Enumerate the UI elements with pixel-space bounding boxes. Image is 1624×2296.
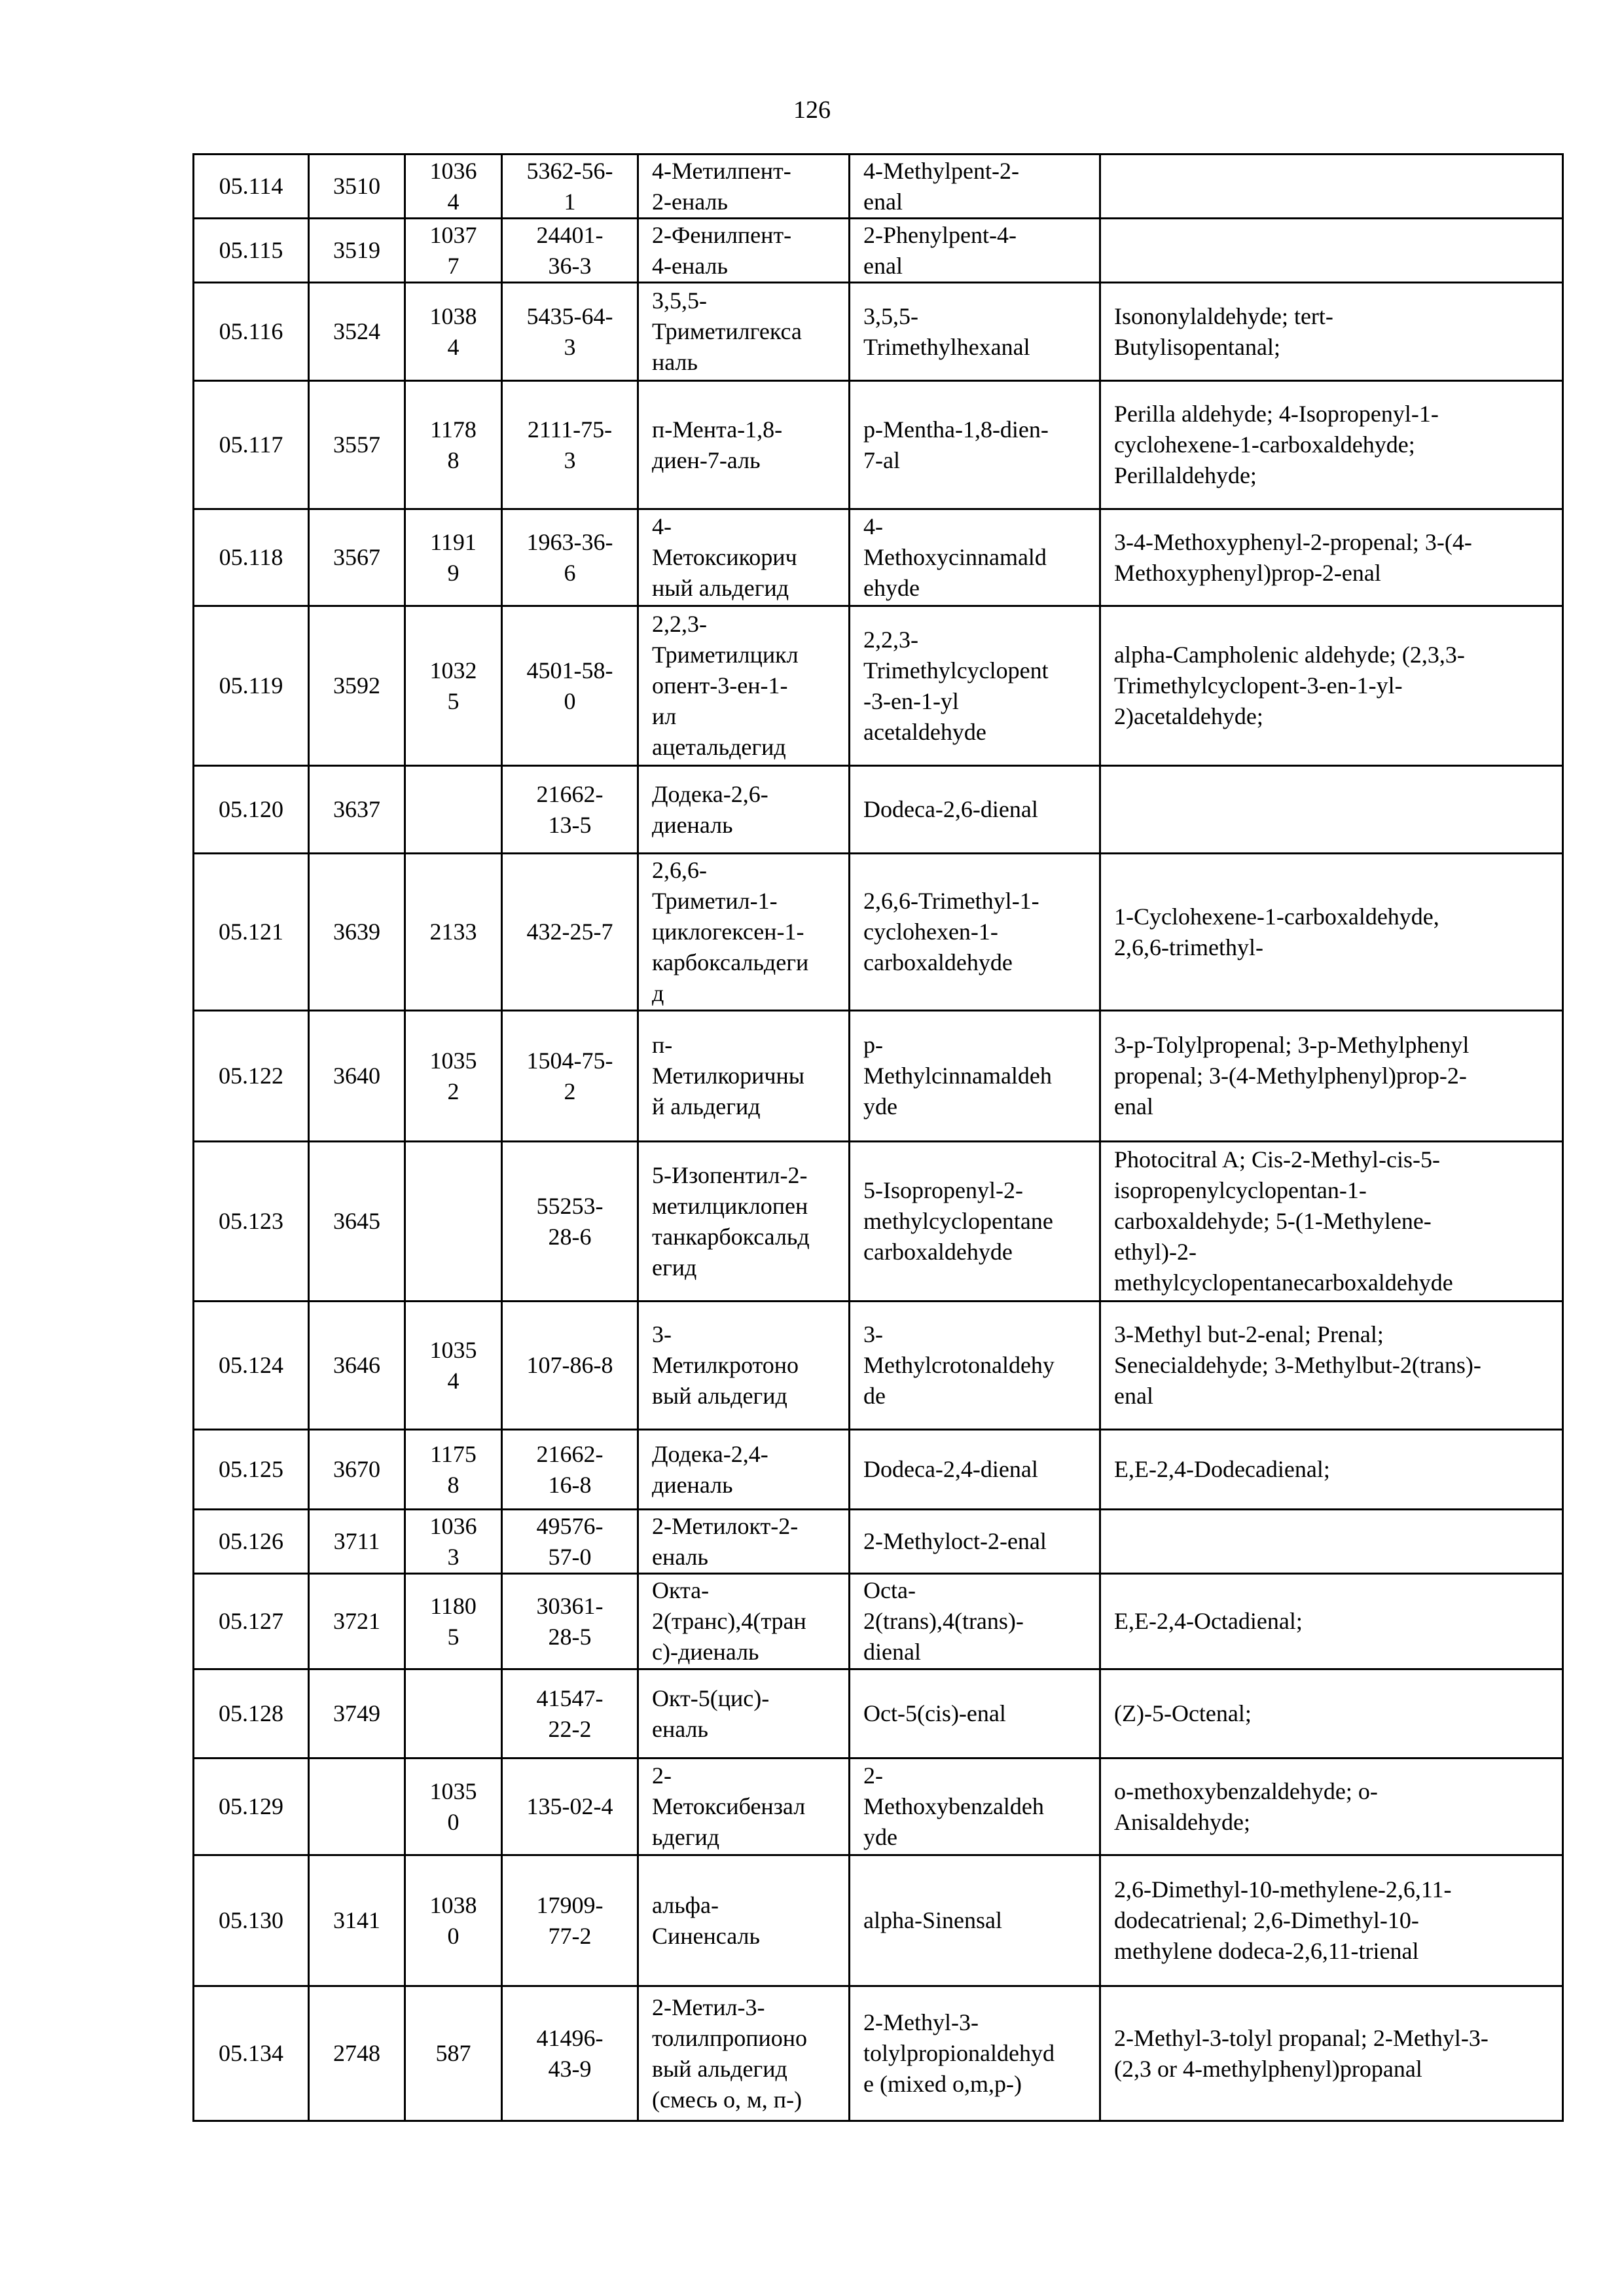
cell-synonyms: (Z)-5-Octenal; bbox=[1100, 1669, 1563, 1758]
cell-cas-number: 135-02-4 bbox=[502, 1758, 638, 1855]
cell-cas-number: 21662- 16-8 bbox=[502, 1430, 638, 1510]
cell-synonyms bbox=[1100, 766, 1563, 854]
cell-synonyms: alpha-Campholenic aldehyde; (2,3,3- Trimethylcyclopent-3-en-1-yl- 2)acetaldehyde; bbox=[1100, 606, 1563, 766]
cell-name-english: p-Mentha-1,8-dien- 7-al bbox=[850, 381, 1100, 509]
cell-cas-number: 4501-58- 0 bbox=[502, 606, 638, 766]
cell-coe-number: 1035 4 bbox=[405, 1302, 502, 1430]
cell-number: 05.123 bbox=[194, 1142, 309, 1302]
cell-number: 05.115 bbox=[194, 219, 309, 283]
cell-name-english: 2,6,6-Trimethyl-1- cyclohexen-1- carboxaldehyde bbox=[850, 854, 1100, 1011]
cell-number: 05.124 bbox=[194, 1302, 309, 1430]
cell-coe-number: 587 bbox=[405, 1986, 502, 2121]
cell-jecfa-number: 3567 bbox=[309, 509, 405, 606]
table-row bbox=[194, 219, 1563, 283]
cell-number: 05.134 bbox=[194, 1986, 309, 2121]
cell-cas-number: 5362-56- 1 bbox=[502, 155, 638, 219]
cell-coe-number bbox=[405, 1669, 502, 1758]
cell-coe-number: 1038 4 bbox=[405, 283, 502, 381]
cell-name-english: 5-Isopropenyl-2- methylcyclopentane carboxaldehyde bbox=[850, 1142, 1100, 1302]
cell-synonyms: 2,6-Dimethyl-10-methylene-2,6,11- dodecatrienal; 2,6-Dimethyl-10- methylene dodeca-2,6,11-trienal bbox=[1100, 1855, 1563, 1986]
cell-jecfa-number: 2748 bbox=[309, 1986, 405, 2121]
cell-jecfa-number: 3524 bbox=[309, 283, 405, 381]
cell-cas-number: 17909- 77-2 bbox=[502, 1855, 638, 1986]
cell-jecfa-number: 3646 bbox=[309, 1302, 405, 1430]
cell-coe-number: 1178 8 bbox=[405, 381, 502, 509]
cell-number: 05.126 bbox=[194, 1510, 309, 1574]
cell-name-english: 2,2,3- Trimethylcyclopent -3-en-1-yl acetaldehyde bbox=[850, 606, 1100, 766]
cell-name-english: 4- Methoxycinnamald ehyde bbox=[850, 509, 1100, 606]
cell-jecfa-number: 3519 bbox=[309, 219, 405, 283]
cell-coe-number: 2133 bbox=[405, 854, 502, 1011]
cell-jecfa-number: 3637 bbox=[309, 766, 405, 854]
cell-coe-number: 1180 5 bbox=[405, 1574, 502, 1669]
cell-jecfa-number bbox=[309, 1758, 405, 1855]
cell-coe-number: 1038 0 bbox=[405, 1855, 502, 1986]
cell-cas-number: 41496- 43-9 bbox=[502, 1986, 638, 2121]
cell-name-russian: 2,2,3- Триметилцикл опент-3-ен-1- ил ацетальдегид bbox=[638, 606, 850, 766]
table-row bbox=[194, 283, 1563, 381]
cell-name-english: Dodeca-2,6-dienal bbox=[850, 766, 1100, 854]
table-row bbox=[194, 1510, 1563, 1574]
table-row bbox=[194, 1669, 1563, 1758]
cell-number: 05.120 bbox=[194, 766, 309, 854]
table-row bbox=[194, 381, 1563, 509]
cell-name-english: p- Methylcinnamaldeh yde bbox=[850, 1011, 1100, 1142]
cell-cas-number: 107-86-8 bbox=[502, 1302, 638, 1430]
cell-coe-number: 1035 2 bbox=[405, 1011, 502, 1142]
table-row bbox=[194, 1758, 1563, 1855]
cell-cas-number: 49576- 57-0 bbox=[502, 1510, 638, 1574]
cell-jecfa-number: 3639 bbox=[309, 854, 405, 1011]
cell-jecfa-number: 3510 bbox=[309, 155, 405, 219]
cell-jecfa-number: 3640 bbox=[309, 1011, 405, 1142]
cell-coe-number bbox=[405, 1142, 502, 1302]
cell-name-english: 2- Methoxybenzaldeh yde bbox=[850, 1758, 1100, 1855]
cell-synonyms bbox=[1100, 1510, 1563, 1574]
cell-coe-number: 1037 7 bbox=[405, 219, 502, 283]
cell-jecfa-number: 3592 bbox=[309, 606, 405, 766]
table-row bbox=[194, 1302, 1563, 1430]
cell-synonyms: 3-Methyl but-2-enal; Prenal; Senecialdehyde; 3-Methylbut-2(trans)- enal bbox=[1100, 1302, 1563, 1430]
cell-synonyms: E,E-2,4-Octadienal; bbox=[1100, 1574, 1563, 1669]
cell-synonyms: Photocitral A; Cis-2-Methyl-cis-5- isopropenylcyclopentan-1- carboxaldehyde; 5-(1-Methylene- ethyl)-2- methylcyclopentanecarboxaldehyde bbox=[1100, 1142, 1563, 1302]
cell-name-russian: Додека-2,6- диеналь bbox=[638, 766, 850, 854]
cell-number: 05.117 bbox=[194, 381, 309, 509]
cell-name-russian: 2-Фенилпент- 4-еналь bbox=[638, 219, 850, 283]
cell-name-russian: 2-Метилокт-2- еналь bbox=[638, 1510, 850, 1574]
cell-coe-number: 1175 8 bbox=[405, 1430, 502, 1510]
cell-name-english: 3,5,5- Trimethylhexanal bbox=[850, 283, 1100, 381]
cell-name-russian: п-Мента-1,8- диен-7-аль bbox=[638, 381, 850, 509]
table-row bbox=[194, 1011, 1563, 1142]
cell-number: 05.118 bbox=[194, 509, 309, 606]
cell-cas-number: 1504-75- 2 bbox=[502, 1011, 638, 1142]
cell-synonyms: 3-4-Methoxyphenyl-2-propenal; 3-(4- Methoxyphenyl)prop-2-enal bbox=[1100, 509, 1563, 606]
table-row bbox=[194, 1574, 1563, 1669]
cell-name-russian: 2-Метил-3- толилпропионо вый альдегид (смесь о, м, п-) bbox=[638, 1986, 850, 2121]
cell-synonyms: Perilla aldehyde; 4-Isopropenyl-1- cyclohexene-1-carboxaldehyde; Perillaldehyde; bbox=[1100, 381, 1563, 509]
cell-coe-number bbox=[405, 766, 502, 854]
cell-name-russian: 3- Метилкротоно вый альдегид bbox=[638, 1302, 850, 1430]
cell-jecfa-number: 3645 bbox=[309, 1142, 405, 1302]
cell-number: 05.125 bbox=[194, 1430, 309, 1510]
cell-name-russian: альфа- Синенсаль bbox=[638, 1855, 850, 1986]
cell-name-russian: п- Метилкоричны й альдегид bbox=[638, 1011, 850, 1142]
cell-cas-number: 55253- 28-6 bbox=[502, 1142, 638, 1302]
cell-name-english: 2-Methyloct-2-enal bbox=[850, 1510, 1100, 1574]
cell-name-russian: 2- Метоксибензал ьдегид bbox=[638, 1758, 850, 1855]
cell-name-english: Octa- 2(trans),4(trans)- dienal bbox=[850, 1574, 1100, 1669]
cell-name-english: 2-Methyl-3- tolylpropionaldehyd e (mixed o,m,p-) bbox=[850, 1986, 1100, 2121]
page-number: 126 bbox=[793, 96, 831, 124]
cell-coe-number: 1036 3 bbox=[405, 1510, 502, 1574]
cell-jecfa-number: 3749 bbox=[309, 1669, 405, 1758]
cell-cas-number: 24401- 36-3 bbox=[502, 219, 638, 283]
table-row bbox=[194, 155, 1563, 219]
cell-number: 05.116 bbox=[194, 283, 309, 381]
cell-cas-number: 21662- 13-5 bbox=[502, 766, 638, 854]
cell-jecfa-number: 3557 bbox=[309, 381, 405, 509]
cell-name-english: 3- Methylcrotonaldehy de bbox=[850, 1302, 1100, 1430]
cell-jecfa-number: 3670 bbox=[309, 1430, 405, 1510]
cell-cas-number: 1963-36- 6 bbox=[502, 509, 638, 606]
cell-number: 05.114 bbox=[194, 155, 309, 219]
cell-number: 05.128 bbox=[194, 1669, 309, 1758]
table-row bbox=[194, 509, 1563, 606]
cell-name-russian: Окта- 2(транс),4(тран с)-диеналь bbox=[638, 1574, 850, 1669]
cell-synonyms: Isononylaldehyde; tert- Butylisopentanal; bbox=[1100, 283, 1563, 381]
cell-number: 05.121 bbox=[194, 854, 309, 1011]
cell-coe-number: 1032 5 bbox=[405, 606, 502, 766]
table-row bbox=[194, 854, 1563, 1011]
table-row bbox=[194, 1855, 1563, 1986]
cell-number: 05.129 bbox=[194, 1758, 309, 1855]
cell-coe-number: 1035 0 bbox=[405, 1758, 502, 1855]
cell-synonyms: 1-Cyclohexene-1-carboxaldehyde, 2,6,6-trimethyl- bbox=[1100, 854, 1563, 1011]
cell-coe-number: 1036 4 bbox=[405, 155, 502, 219]
cell-number: 05.130 bbox=[194, 1855, 309, 1986]
cell-jecfa-number: 3141 bbox=[309, 1855, 405, 1986]
cell-number: 05.122 bbox=[194, 1011, 309, 1142]
table-row bbox=[194, 606, 1563, 766]
cell-name-russian: 4-Метилпент- 2-еналь bbox=[638, 155, 850, 219]
cell-name-russian: 3,5,5- Триметилгекса наль bbox=[638, 283, 850, 381]
table-row bbox=[194, 1142, 1563, 1302]
cell-name-english: Oct-5(cis)-enal bbox=[850, 1669, 1100, 1758]
cell-jecfa-number: 3721 bbox=[309, 1574, 405, 1669]
cell-synonyms: o-methoxybenzaldehyde; o- Anisaldehyde; bbox=[1100, 1758, 1563, 1855]
cell-name-russian: 5-Изопентил-2- метилциклопен танкарбоксальд егид bbox=[638, 1142, 850, 1302]
table-row bbox=[194, 766, 1563, 854]
cell-cas-number: 30361- 28-5 bbox=[502, 1574, 638, 1669]
cell-name-english: Dodeca-2,4-dienal bbox=[850, 1430, 1100, 1510]
cell-synonyms bbox=[1100, 155, 1563, 219]
cell-cas-number: 2111-75- 3 bbox=[502, 381, 638, 509]
cell-name-russian: 4- Метоксикорич ный альдегид bbox=[638, 509, 850, 606]
cell-synonyms: 3-p-Tolylpropenal; 3-p-Methylphenyl propenal; 3-(4-Methylphenyl)prop-2- enal bbox=[1100, 1011, 1563, 1142]
cell-synonyms: 2-Methyl-3-tolyl propanal; 2-Methyl-3- (2,3 or 4-methylphenyl)propanal bbox=[1100, 1986, 1563, 2121]
cell-number: 05.119 bbox=[194, 606, 309, 766]
cell-cas-number: 5435-64- 3 bbox=[502, 283, 638, 381]
cell-name-russian: Додека-2,4- диеналь bbox=[638, 1430, 850, 1510]
cell-coe-number: 1191 9 bbox=[405, 509, 502, 606]
cell-synonyms bbox=[1100, 219, 1563, 283]
cell-name-english: 2-Phenylpent-4- enal bbox=[850, 219, 1100, 283]
cell-jecfa-number: 3711 bbox=[309, 1510, 405, 1574]
cell-cas-number: 41547- 22-2 bbox=[502, 1669, 638, 1758]
cell-number: 05.127 bbox=[194, 1574, 309, 1669]
flavoring-substances-table bbox=[192, 153, 1564, 2122]
cell-synonyms: E,E-2,4-Dodecadienal; bbox=[1100, 1430, 1563, 1510]
table-row bbox=[194, 1430, 1563, 1510]
table-row bbox=[194, 1986, 1563, 2121]
cell-name-russian: Окт-5(цис)- еналь bbox=[638, 1669, 850, 1758]
cell-name-russian: 2,6,6- Триметил-1- циклогексен-1- карбоксальдеги д bbox=[638, 854, 850, 1011]
cell-cas-number: 432-25-7 bbox=[502, 854, 638, 1011]
cell-name-english: alpha-Sinensal bbox=[850, 1855, 1100, 1986]
cell-name-english: 4-Methylpent-2- enal bbox=[850, 155, 1100, 219]
